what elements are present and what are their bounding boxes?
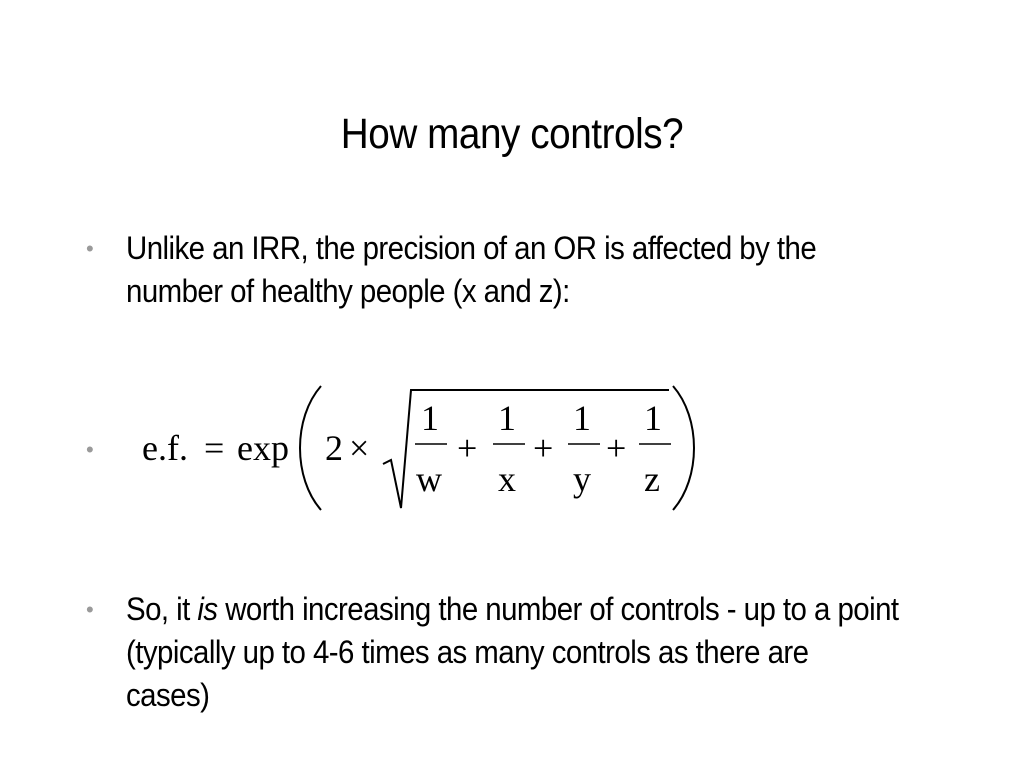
formula-times: × xyxy=(349,428,370,468)
formula-function: exp xyxy=(237,428,289,468)
right-paren xyxy=(673,386,694,510)
fraction-numerator: 1 xyxy=(573,398,591,438)
fraction-numerator: 1 xyxy=(644,398,662,438)
formula-plus: + xyxy=(533,428,554,468)
formula-equals: = xyxy=(204,428,225,468)
bullet-dot-icon: • xyxy=(86,597,94,622)
bullet-text xyxy=(126,588,899,717)
formula-plus: + xyxy=(457,428,478,468)
formula-plus: + xyxy=(606,428,627,468)
fraction-numerator: 1 xyxy=(498,398,516,438)
slide-title: How many controls? xyxy=(340,110,684,158)
fraction-numerator: 1 xyxy=(421,398,439,438)
formula-multiplier: 2 xyxy=(325,428,343,468)
error-factor-formula xyxy=(125,378,725,518)
bullet-item-controls xyxy=(86,588,966,717)
formula-lhs: e.f. xyxy=(142,428,188,468)
fraction-denominator-z: z xyxy=(644,459,660,499)
fraction-denominator-w: w xyxy=(416,459,442,499)
bullet-text: Unlike an IRR, the precision of an OR is affected by the number of healthy people (x and z): xyxy=(126,230,817,309)
bullet-dot-icon: • xyxy=(86,236,94,261)
bullet-text-end: worth increasing the number of controls - up to a point (typically up to 4-6 times as many controls as there are cases) xyxy=(126,591,899,713)
left-paren xyxy=(300,386,321,510)
bullet-text-start: So, it xyxy=(126,591,198,627)
bullet-item-precision xyxy=(86,227,966,313)
fraction-denominator-y: y xyxy=(573,459,591,499)
bullet-text-emphasis: is xyxy=(197,591,218,627)
bullet-dot-icon: • xyxy=(86,437,94,462)
fraction-denominator-x: x xyxy=(498,459,516,499)
